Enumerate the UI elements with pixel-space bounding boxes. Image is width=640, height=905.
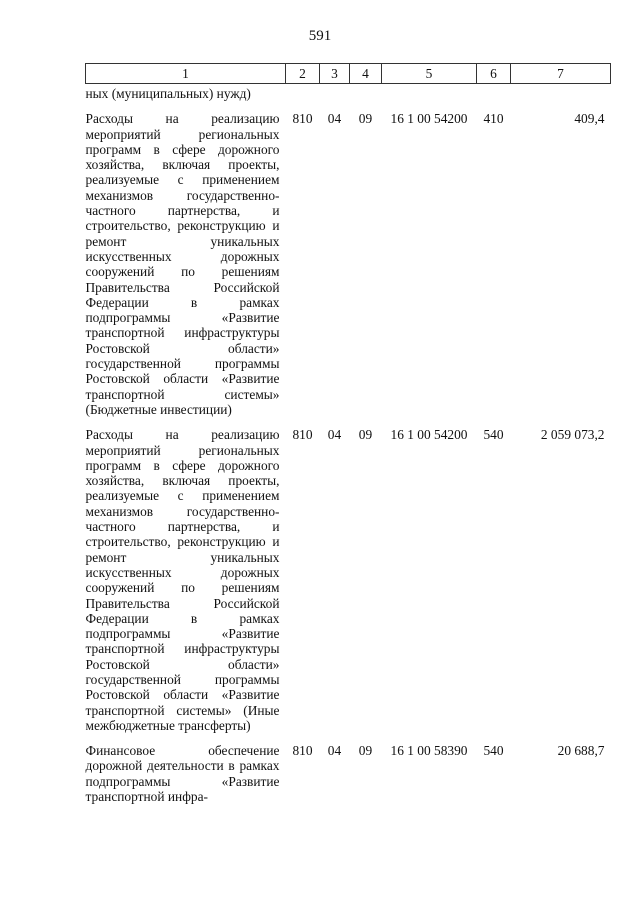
header-col-5: 5 bbox=[382, 64, 477, 84]
row-name: Расходы на реализацию мероприятий региональных программ в сфере дорожного хозяйства, включая проекты, реализуемые с применением механизмов государственно-частного партнерства, и строительство, реконструкцию и ремонт уникальных искусственных дорожных сооружений по решениям Правительства Российской Федерации в рамках подпрограммы «Развитие транспортной инфраструктуры Ростовской области» государственной программы Ростовской области «Развитие транспортной системы» (Бюджетные инвестиции) bbox=[85, 111, 280, 417]
table-row bbox=[86, 101, 611, 417]
cell-subsection: 09 bbox=[358, 743, 373, 759]
cell-section: 04 bbox=[327, 743, 342, 759]
cell-target-article: 16 1 00 58390 bbox=[390, 743, 468, 759]
header-col-2: 2 bbox=[286, 64, 320, 84]
table-row bbox=[86, 733, 611, 804]
cell-expense-type: 540 bbox=[483, 743, 504, 759]
cell-target-article: 16 1 00 54200 bbox=[390, 111, 468, 127]
header-col-1: 1 bbox=[86, 64, 286, 84]
page-number: 591 bbox=[308, 28, 332, 44]
header-col-4: 4 bbox=[350, 64, 382, 84]
cell-expense-type: 540 bbox=[483, 427, 504, 443]
cell-amount bbox=[511, 84, 611, 102]
cell-section: 04 bbox=[327, 111, 342, 127]
cell-code bbox=[286, 84, 320, 102]
cell-target-article bbox=[382, 84, 477, 102]
cell-amount: 409,4 bbox=[574, 111, 605, 127]
cell-amount: 2 059 073,2 bbox=[540, 427, 605, 443]
cell-expense-type bbox=[477, 84, 511, 102]
header-col-3: 3 bbox=[320, 64, 350, 84]
cell-expense-type: 410 bbox=[483, 111, 504, 127]
table-row bbox=[86, 84, 611, 102]
header-col-6: 6 bbox=[477, 64, 511, 84]
cell-amount: 20 688,7 bbox=[557, 743, 605, 759]
cell-section bbox=[320, 84, 350, 102]
row-name: Расходы на реализацию мероприятий региональных программ в сфере дорожного хозяйства, включая проекты, реализуемые с применением механизмов государственно-частного партнерства, и строительство, реконструкцию и ремонт уникальных искусственных дорожных сооружений по решениям Правительства Российской Федерации в рамках подпрограммы «Развитие транспортной инфраструктуры Ростовской области» государственной программы Ростовской области «Развитие транспортной системы» (Иные межбюджетные трансферты) bbox=[85, 427, 280, 733]
cell-code: 810 bbox=[292, 111, 313, 127]
cell-section: 04 bbox=[327, 427, 342, 443]
budget-table bbox=[85, 63, 611, 804]
cell-subsection bbox=[350, 84, 382, 102]
cell-code: 810 bbox=[292, 743, 313, 759]
row-name: Финансовое обеспечение дорожной деятельности в рамках подпрограммы «Развитие транспортной инфра- bbox=[85, 743, 280, 805]
cell-target-article: 16 1 00 54200 bbox=[390, 427, 468, 443]
row-name: ных (муниципальных) нужд) bbox=[85, 86, 251, 101]
header-col-7: 7 bbox=[511, 64, 611, 84]
table-row bbox=[86, 417, 611, 733]
cell-subsection: 09 bbox=[358, 111, 373, 127]
cell-code: 810 bbox=[292, 427, 313, 443]
cell-subsection: 09 bbox=[358, 427, 373, 443]
table-header-row bbox=[86, 64, 611, 84]
